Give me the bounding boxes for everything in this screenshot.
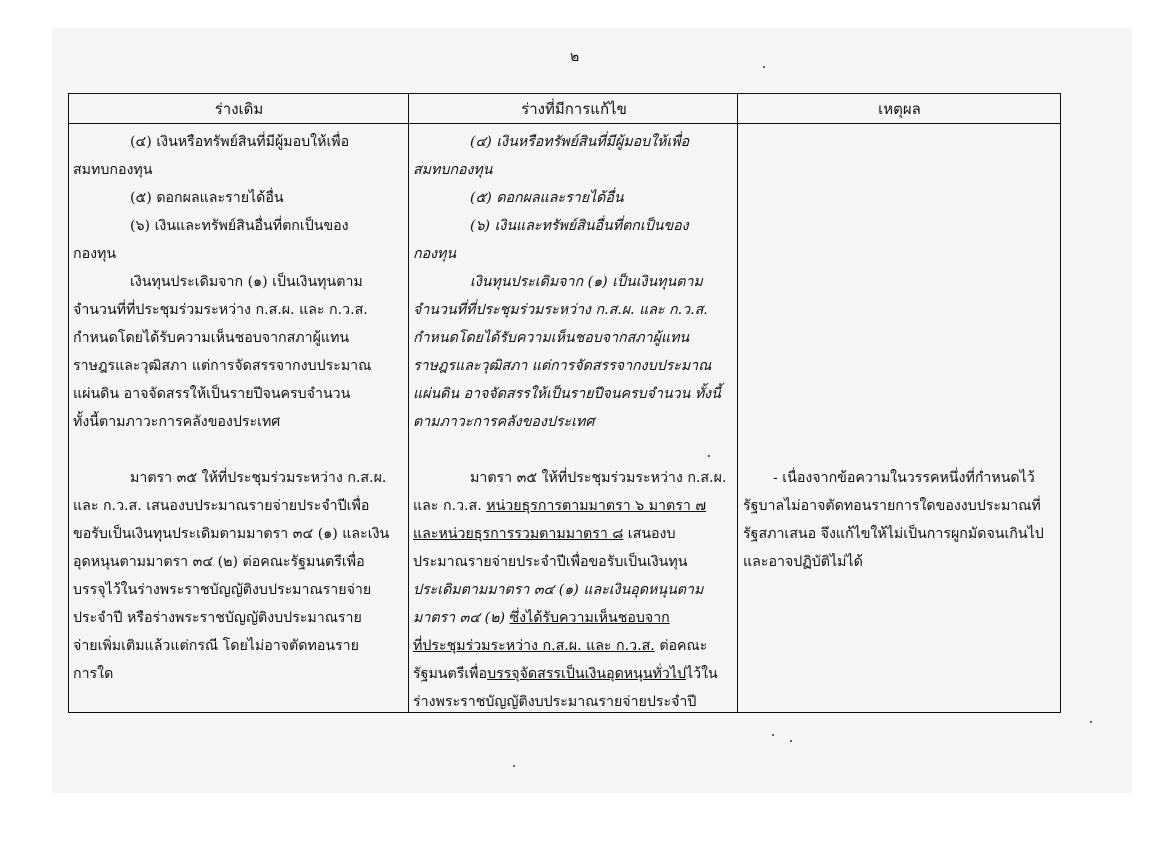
header-revised: ร่างที่มีการแก้ไข bbox=[409, 94, 739, 124]
page-number: ๒ bbox=[570, 49, 580, 65]
comparison-table bbox=[68, 93, 1061, 713]
text-line: กองทุน bbox=[413, 246, 457, 262]
text-segment: และ ก.ว.ส. bbox=[413, 498, 487, 514]
revised-text bbox=[413, 128, 735, 716]
text-segment: รัฐมนตรีเพื่อ bbox=[413, 666, 488, 682]
text-line bbox=[413, 520, 735, 548]
text-line: ราษฎรและวุฒิสภา แต่การจัดสรรจากงบประมาณ bbox=[413, 358, 712, 374]
text-line bbox=[413, 492, 735, 520]
text-line bbox=[413, 604, 735, 632]
text-segment: ต่อคณะ bbox=[654, 638, 708, 654]
text-line bbox=[413, 660, 735, 688]
inserted-text: บรรจุจัดสรรเป็นเงินอุดหนุนทั่วไป bbox=[487, 666, 687, 682]
text-line: - เนื่องจากข้อความในวรรคหนึ่งที่กำหนดไว้ bbox=[773, 470, 1035, 486]
text-line: (๖) เงินและทรัพย์สินอื่นที่ตกเป็นของ bbox=[130, 218, 349, 234]
text-line: (๕) ดอกผลและรายได้อื่น bbox=[470, 190, 624, 206]
text-line: อุดหนุนตามมาตรา ๓๔ (๒) ต่อคณะรัฐมนตรีเพื่อ bbox=[73, 554, 365, 570]
text-line: รัฐบาลไม่อาจตัดทอนรายการใดของงบประมาณที่ bbox=[743, 498, 1041, 514]
text-line: เงินทุนประเดิมจาก (๑) เป็นเงินทุนตาม bbox=[470, 274, 703, 290]
scan-speck bbox=[772, 734, 774, 736]
deleted-text: มาตรา ๓๔ (๒) bbox=[413, 610, 510, 626]
scan-speck bbox=[513, 765, 515, 767]
text-line: และอาจปฏิบัติไม่ได้ bbox=[743, 554, 863, 570]
text-line: จำนวนที่ที่ประชุมร่วมระหว่าง ก.ส.ผ. และ ก.ว.ส. bbox=[73, 302, 368, 318]
text-line: ขอรับเป็นเงินทุนประเดิมตามมาตรา ๓๔ (๑) และเงิน bbox=[73, 526, 390, 542]
text-line: จำนวนที่ที่ประชุมร่วมระหว่าง ก.ส.ผ. และ ก.ว.ส. bbox=[413, 302, 708, 318]
header-reason: เหตุผล bbox=[739, 94, 1060, 124]
column-divider bbox=[737, 94, 738, 712]
text-line: ตามภาวะการคลังของประเทศ bbox=[413, 414, 595, 430]
original-text bbox=[73, 128, 405, 688]
reason-text bbox=[743, 464, 1059, 576]
scan-speck bbox=[763, 66, 765, 68]
text-line: รัฐสภาเสนอ จึงแก้ไขให้ไม่เป็นการผูกมัดจนเกินไป bbox=[743, 526, 1044, 542]
text-line: ร่างพระราชบัญญัติงบประมาณรายจ่ายประจำปี bbox=[413, 694, 697, 710]
text-line: แผ่นดิน อาจจัดสรรให้เป็นรายปีจนครบจำนวน bbox=[73, 386, 351, 402]
text-line: แผ่นดิน อาจจัดสรรให้เป็นรายปีจนครบจำนวน ทั้งนี้ bbox=[413, 386, 721, 402]
text-line: ประจำปี หรือร่างพระราชบัญญัติงบประมาณราย bbox=[73, 610, 362, 626]
text-line: ประมาณรายจ่ายประจำปีเพื่อขอรับเป็นเงินทุน bbox=[413, 554, 688, 570]
column-divider bbox=[408, 94, 409, 712]
text-line: สมทบกองทุน bbox=[73, 162, 153, 178]
scan-speck bbox=[1090, 721, 1092, 723]
text-line: กำหนดโดยได้รับความเห็นชอบจากสภาผู้แทน bbox=[73, 330, 350, 346]
text-line: (๖) เงินและทรัพย์สินอื่นที่ตกเป็นของ bbox=[470, 218, 689, 234]
text-line: ราษฎรและวุฒิสภา แต่การจัดสรรจากงบประมาณ bbox=[73, 358, 372, 374]
text-line: กำหนดโดยได้รับความเห็นชอบจากสภาผู้แทน bbox=[413, 330, 690, 346]
text-line: บรรจุไว้ในร่างพระราชบัญญัติงบประมาณรายจ่าย bbox=[73, 582, 372, 598]
text-line: สมทบกองทุน bbox=[413, 162, 493, 178]
text-segment: เสนองบ bbox=[623, 526, 676, 542]
inserted-text: ที่ประชุมร่วมระหว่าง ก.ส.ผ. และ ก.ว.ส. bbox=[413, 638, 655, 654]
text-line: (๔) เงินหรือทรัพย์สินที่มีผู้มอบให้เพื่อ bbox=[470, 134, 690, 150]
inserted-text: และหน่วยธุรการรวมตามมาตรา ๘ bbox=[413, 526, 624, 542]
text-line: และ ก.ว.ส. เสนองบประมาณรายจ่ายประจำปีเพื่อ bbox=[73, 498, 370, 514]
scan-speck bbox=[708, 455, 710, 457]
text-line: ทั้งนี้ตามภาวะการคลังของประเทศ bbox=[73, 414, 281, 430]
inserted-text: ซึ่งได้รับความเห็นชอบจาก bbox=[509, 610, 670, 626]
text-line: มาตรา ๓๕ ให้ที่ประชุมร่วมระหว่าง ก.ส.ผ. bbox=[130, 470, 387, 486]
text-line: กองทุน bbox=[73, 246, 117, 262]
text-line: การใด bbox=[73, 666, 114, 682]
text-line bbox=[413, 632, 735, 660]
text-line: (๔) เงินหรือทรัพย์สินที่มีผู้มอบให้เพื่อ bbox=[130, 134, 350, 150]
text-line: ประเดิมตามมาตรา ๓๔ (๑) และเงินอุดหนุนตาม bbox=[413, 582, 704, 598]
inserted-text: หน่วยธุรการตามมาตรา ๖ มาตรา ๗ bbox=[486, 498, 706, 514]
text-line: มาตรา ๓๕ ให้ที่ประชุมร่วมระหว่าง ก.ส.ผ. bbox=[470, 470, 727, 486]
header-original: ร่างเดิม bbox=[69, 94, 409, 124]
text-line: จ่ายเพิ่มเติมแล้วแต่กรณี โดยไม่อาจตัดทอนราย bbox=[73, 638, 359, 654]
scan-speck bbox=[790, 740, 792, 742]
text-line: (๕) ดอกผลและรายได้อื่น bbox=[130, 190, 284, 206]
text-line: เงินทุนประเดิมจาก (๑) เป็นเงินทุนตาม bbox=[130, 274, 363, 290]
text-segment: ไว้ใน bbox=[686, 666, 718, 682]
